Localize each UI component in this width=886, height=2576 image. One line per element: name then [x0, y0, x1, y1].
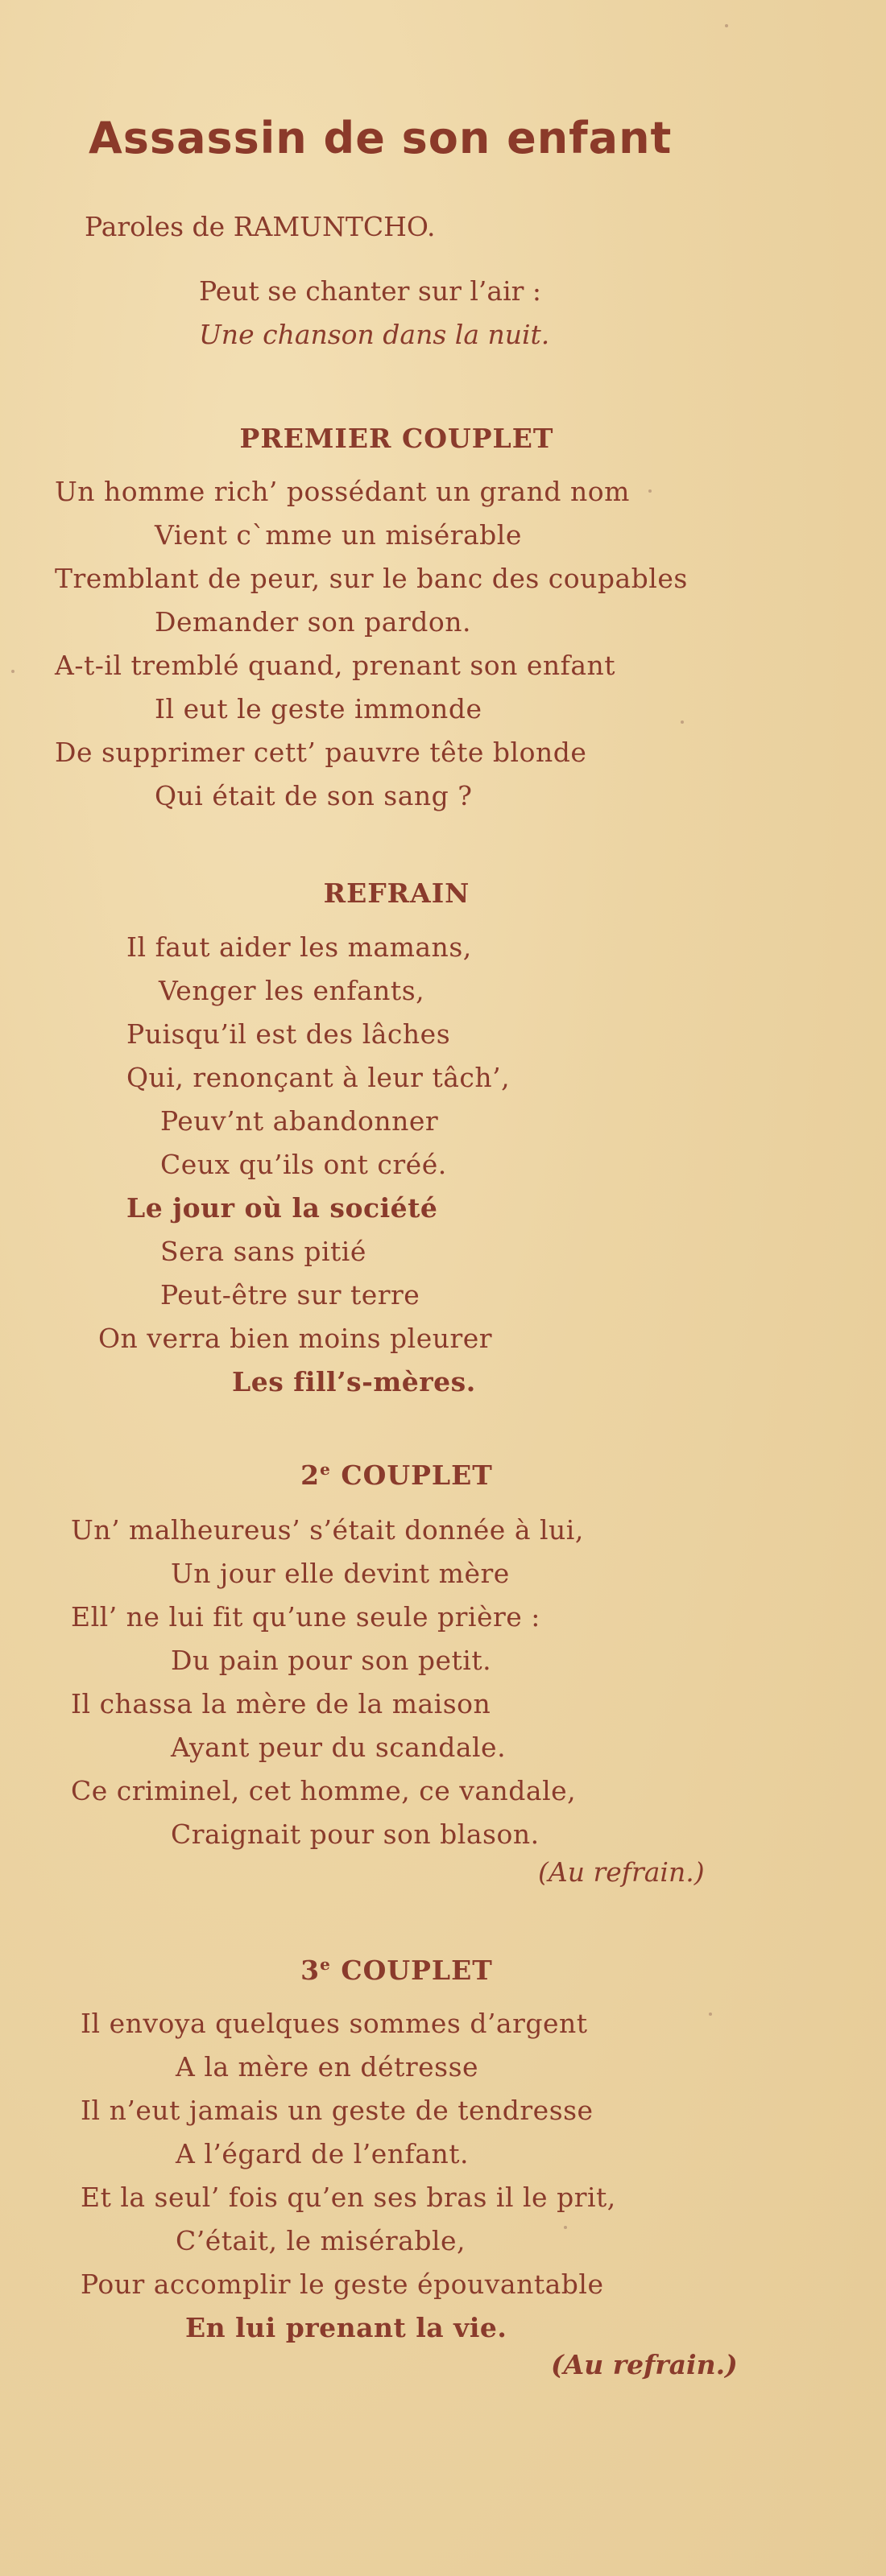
couplet-2-line: Du pain pour son petit. — [171, 1645, 492, 1676]
couplet-3-line: C’était, le misérable, — [176, 2225, 466, 2256]
tune-note — [199, 270, 549, 357]
couplet-2-au-refrain: (Au refrain.) — [538, 1856, 705, 1888]
refrain-heading: REFRAIN — [323, 877, 470, 909]
couplet-3-line: En lui prenant la vie. — [185, 2312, 507, 2343]
couplet-2-line: Il chassa la mère de la maison — [71, 1688, 491, 1719]
couplet-3-ordinal: e — [320, 1955, 331, 1974]
couplet-1-line: De supprimer cett’ pauvre tête blonde — [55, 737, 587, 768]
couplet-2-number: 2 — [300, 1459, 321, 1491]
couplet-1-line: A-t-il tremblé quand, prenant son enfant — [55, 650, 616, 681]
couplet-2-line: Un’ malheureus’ s’était donnée à lui, — [71, 1514, 584, 1546]
couplet-3-line: A l’égard de l’enfant. — [176, 2138, 469, 2169]
couplet-3-au-refrain: (Au refrain.) — [551, 2349, 738, 2380]
tune-name: Une chanson dans la nuit. — [199, 319, 550, 350]
refrain-line: Sera sans pitié — [160, 1236, 366, 1267]
couplet-3-line: Pour accomplir le geste épouvantable — [81, 2268, 604, 2300]
refrain-line: Puisqu’il est des lâches — [126, 1018, 451, 1050]
refrain-line: Ceux qu’ils ont créé. — [160, 1149, 447, 1180]
paper-speck — [725, 24, 728, 27]
couplet-2-heading — [0, 1459, 793, 1491]
paper-speck — [564, 2226, 567, 2229]
couplet-1-line: Tremblant de peur, sur le banc des coupables — [55, 563, 688, 594]
refrain-line: Il faut aider les mamans, — [126, 931, 472, 963]
refrain-line: Peut-être sur terre — [160, 1279, 420, 1311]
couplet-3-number: 3 — [300, 1955, 321, 1986]
couplet-2-line: Un jour elle devint mère — [171, 1558, 510, 1589]
paper-speck — [648, 489, 652, 493]
couplet-3-line: A la mère en détresse — [176, 2051, 479, 2083]
couplet-3-line: Il n’eut jamais un geste de tendresse — [81, 2095, 594, 2126]
tune-intro: Peut se chanter sur l’air : — [199, 275, 542, 307]
refrain-line: Qui, renonçant à leur tâch’, — [126, 1062, 511, 1093]
couplet-1-line: Il eut le geste immonde — [155, 693, 482, 724]
couplet-3-heading — [0, 1955, 793, 1986]
couplet-1-line: Qui était de son sang ? — [155, 780, 473, 811]
couplet-2-line: Ayant peur du scandale. — [171, 1732, 507, 1763]
couplet-2-line: Ce criminel, cet homme, ce vandale, — [71, 1775, 577, 1806]
couplet-1-line: Un homme rich’ possédant un grand nom — [55, 476, 630, 507]
lyrics-credit: Paroles de RAMUNTCHO. — [85, 211, 436, 242]
refrain-line: Peuv’nt abandonner — [160, 1105, 439, 1137]
paper-speck — [709, 2013, 712, 2016]
couplet-1-heading: PREMIER COUPLET — [239, 423, 554, 454]
couplet-3-line: Il envoya quelques sommes d’argent — [81, 2008, 588, 2039]
paper-speck — [11, 670, 14, 673]
couplet-2-word: COUPLET — [341, 1459, 493, 1491]
couplet-2-ordinal: e — [320, 1459, 331, 1479]
refrain-line: Venger les enfants, — [159, 975, 425, 1006]
refrain-line: On verra bien moins pleurer — [98, 1323, 493, 1354]
couplet-3-line: Et la seul’ fois qu’en ses bras il le prit, — [81, 2182, 616, 2213]
refrain-line: Le jour où la société — [126, 1192, 438, 1224]
couplet-3-word: COUPLET — [341, 1955, 493, 1986]
paper-speck — [681, 720, 684, 724]
couplet-2-line: Craignait pour son blason. — [171, 1818, 540, 1850]
refrain-line: Les fill’s-mères. — [232, 1366, 476, 1397]
song-title: Assassin de son enfant — [89, 113, 673, 163]
couplet-2-line: Ell’ ne lui fit qu’une seule prière : — [71, 1601, 540, 1633]
couplet-1-line: Vient c`mme un misérable — [155, 519, 522, 551]
couplet-1-line: Demander son pardon. — [155, 606, 471, 638]
